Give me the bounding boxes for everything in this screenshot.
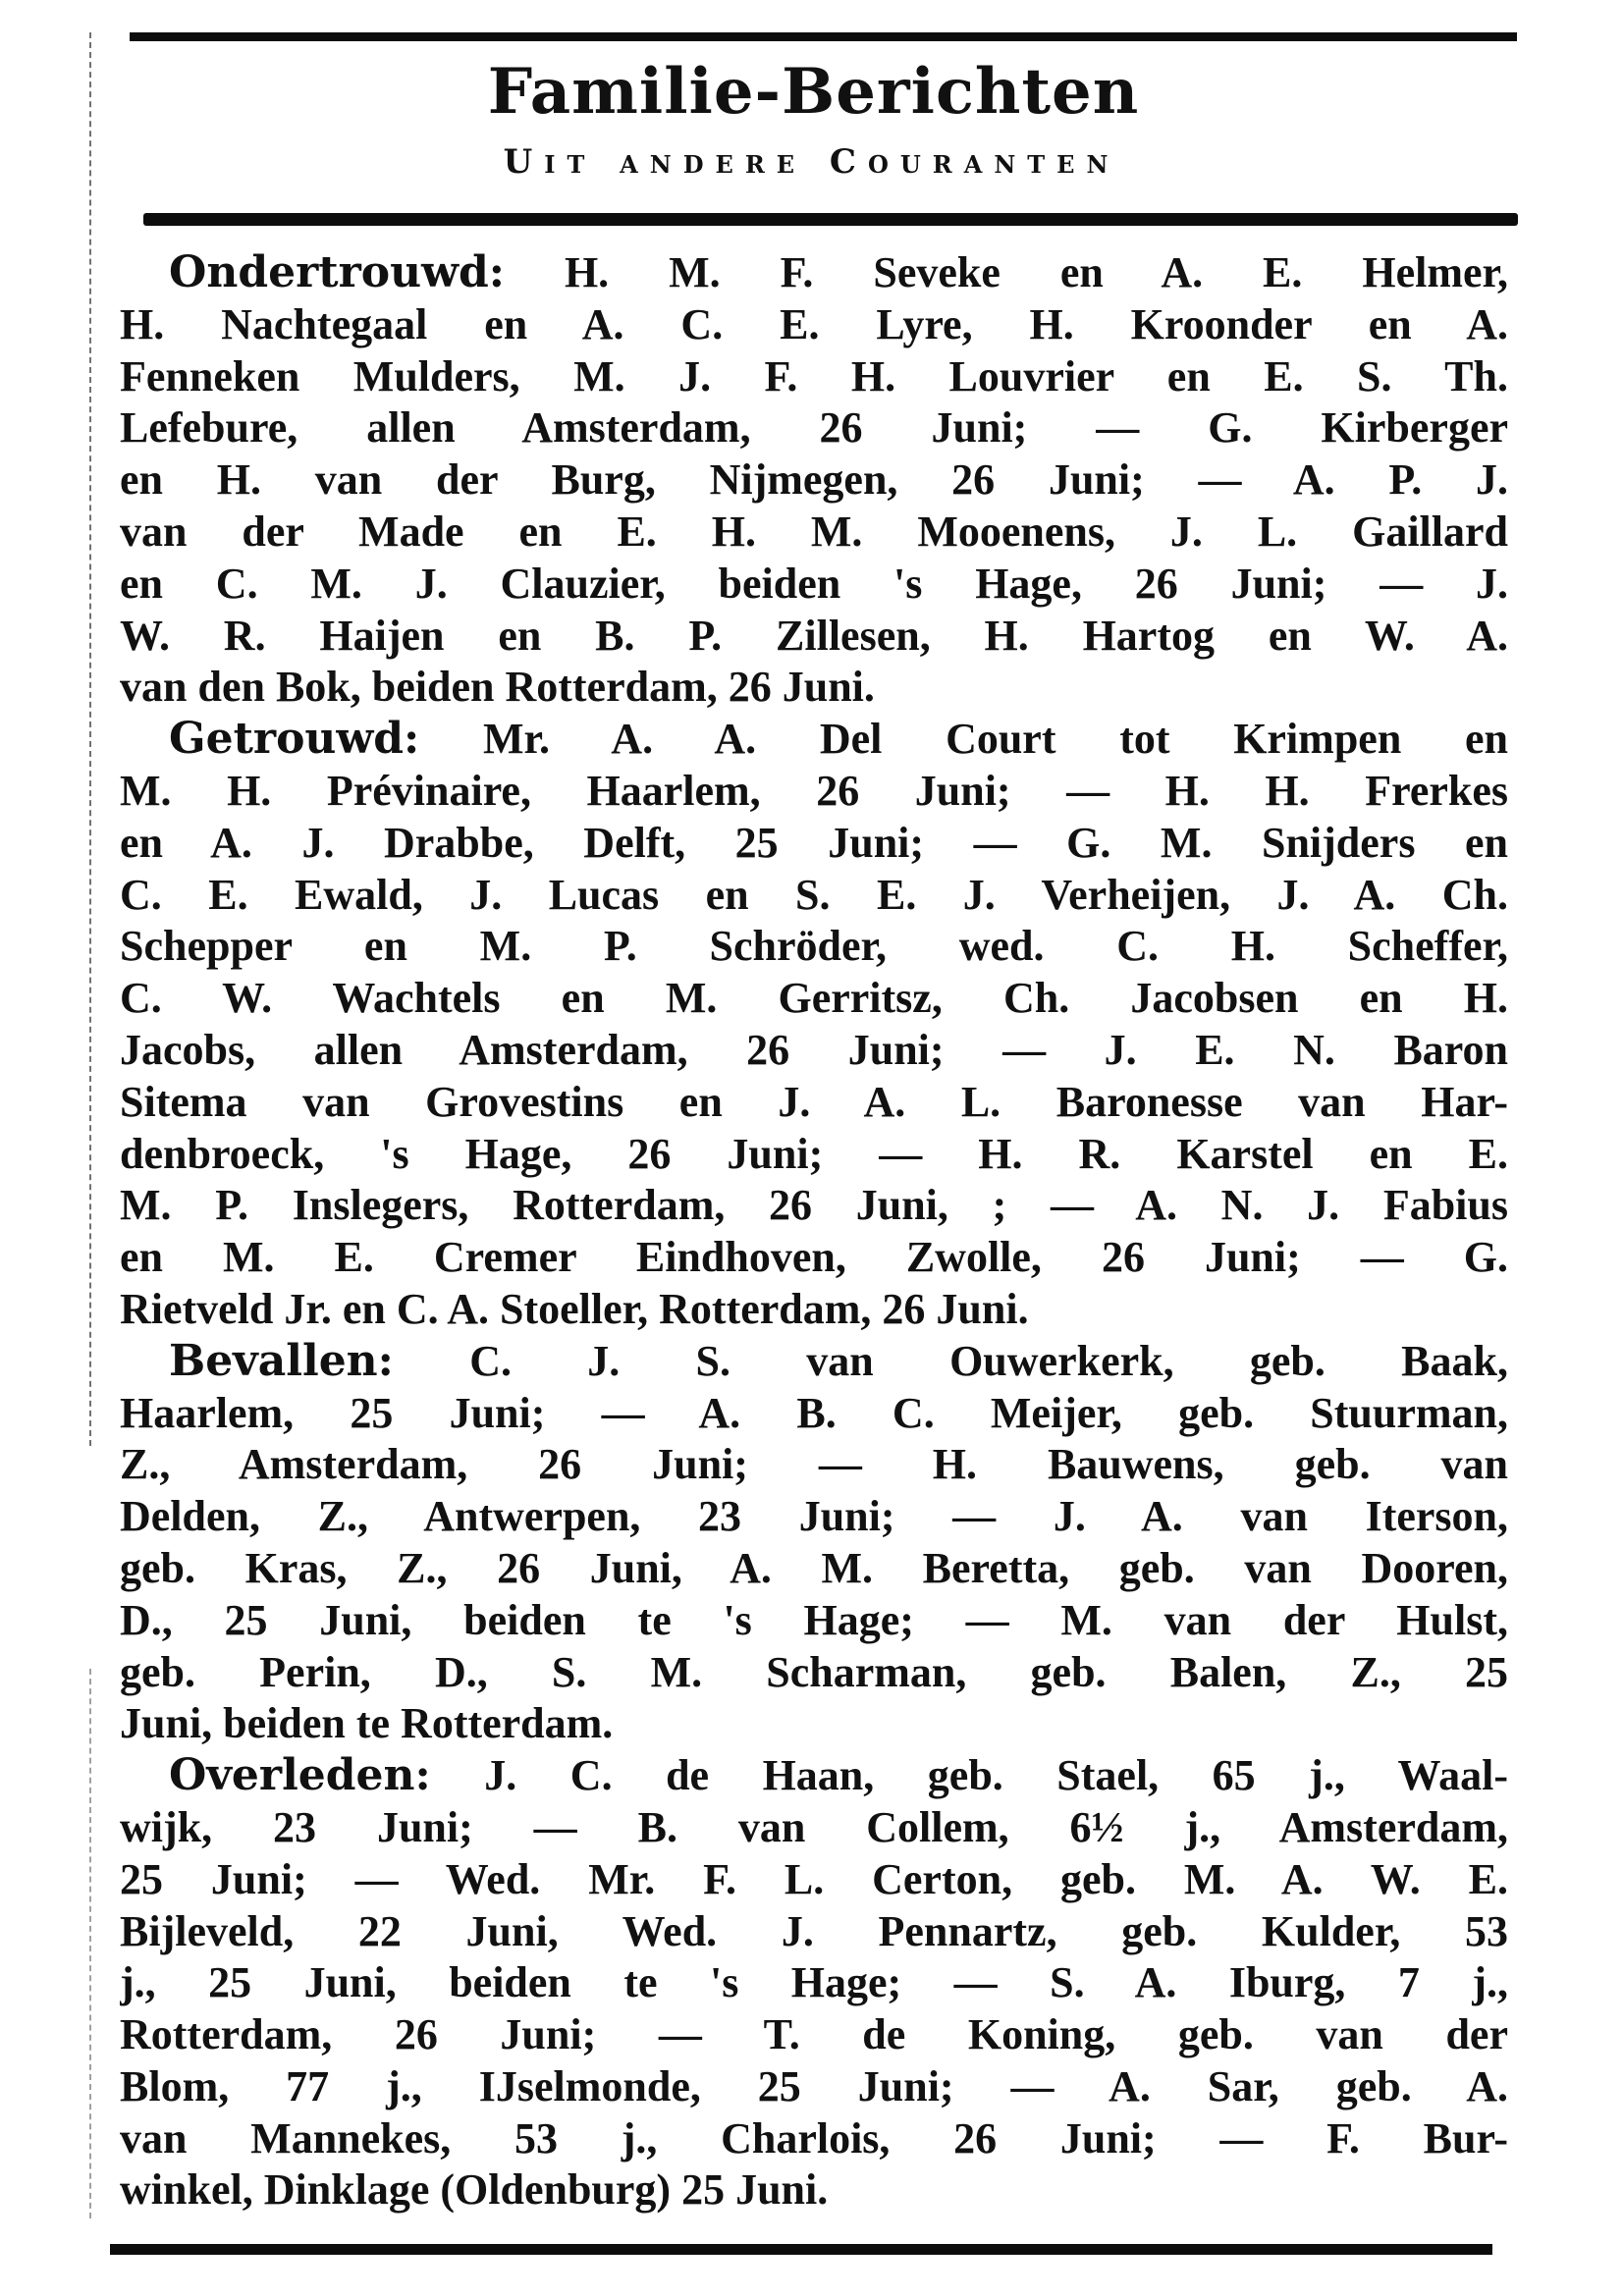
section-heading-overleden: Overleden: bbox=[169, 1750, 431, 1801]
text-line: Bijleveld, 22 Juni, Wed. J. Pennartz, geb. Kulder, 53 bbox=[120, 1906, 1508, 1955]
text-line: wijk, 23 Juni; — B. van Collem, 6½ j., Amsterdam, bbox=[120, 1802, 1508, 1851]
column-left-rule bbox=[89, 32, 91, 1446]
text-line: H. M. F. Seveke en A. E. Helmer, bbox=[505, 248, 1508, 296]
text-line: Rotterdam, 26 Juni; — T. de Koning, geb. van der bbox=[120, 2010, 1508, 2059]
section-heading-bevallen: Bevallen: bbox=[169, 1335, 394, 1386]
text-line: Haarlem, 25 Juni; — A. B. C. Meijer, geb. Stuurman, bbox=[120, 1388, 1508, 1437]
text-line: M. H. Prévinaire, Haarlem, 26 Juni; — H. H. Frerkes bbox=[120, 766, 1508, 815]
text-line: Z., Amsterdam, 26 Juni; — H. Bauwens, geb. van bbox=[120, 1440, 1508, 1489]
text-line: geb. Perin, D., S. M. Scharman, geb. Balen, Z., 25 bbox=[120, 1647, 1508, 1696]
header-divider-rule bbox=[143, 213, 1518, 226]
bottom-rule bbox=[110, 2244, 1492, 2255]
text-line: en M. E. Cremer Eindhoven, Zwolle, 26 Juni; — G. bbox=[120, 1233, 1508, 1282]
text-line: winkel, Dinklage (Oldenburg) 25 Juni. bbox=[120, 2165, 829, 2215]
section-ondertrouwd-line-0 bbox=[120, 247, 1508, 299]
section-heading-getrouwd: Getrouwd: bbox=[169, 714, 420, 765]
text-line: Blom, 77 j., IJselmonde, 25 Juni; — A. Sar, geb. A. bbox=[120, 2061, 1508, 2110]
section-heading-ondertrouwd: Ondertrouwd: bbox=[169, 247, 505, 297]
text-line: J. C. de Haan, geb. Stael, 65 j., Waal- bbox=[430, 1751, 1508, 1800]
text-line: Delden, Z., Antwerpen, 23 Juni; — J. A. van Iterson, bbox=[120, 1492, 1508, 1541]
text-line: C. J. S. van Ouwerkerk, geb. Baak, bbox=[393, 1336, 1508, 1385]
text-line: H. Nachtegaal en A. C. E. Lyre, H. Kroonder en A. bbox=[120, 299, 1508, 348]
text-line: en A. J. Drabbe, Delft, 25 Juni; — G. M. Snijders en bbox=[120, 818, 1508, 867]
text-line: denbroeck, 's Hage, 26 Juni; — H. R. Karstel en E. bbox=[120, 1129, 1508, 1178]
text-line: van Mannekes, 53 j., Charlois, 26 Juni; — F. Bur- bbox=[120, 2113, 1508, 2163]
text-line: W. R. Haijen en B. P. Zillesen, H. Hartog en W. A. bbox=[120, 611, 1508, 660]
text-line: C. W. Wachtels en M. Gerritsz, Ch. Jacobsen en H. bbox=[120, 974, 1508, 1023]
top-rule bbox=[130, 32, 1517, 41]
text-line: M. P. Inslegers, Rotterdam, 26 Juni, ; — A. N. J. Fabius bbox=[120, 1181, 1508, 1230]
text-line: Juni, beiden te Rotterdam. bbox=[120, 1699, 614, 1748]
text-line: Mr. A. A. Del Court tot Krimpen en bbox=[419, 715, 1508, 764]
text-line: Schepper en M. P. Schröder, wed. C. H. Scheffer, bbox=[120, 922, 1508, 971]
page-subtitle: Uit andere Couranten bbox=[503, 142, 1120, 182]
column-left-rule-lower bbox=[89, 1669, 91, 2218]
text-line: geb. Kras, Z., 26 Juni, A. M. Beretta, geb. van Dooren, bbox=[120, 1543, 1508, 1592]
text-line: 25 Juni; — Wed. Mr. F. L. Certon, geb. M. A. W. E. bbox=[120, 1854, 1508, 1903]
article-body bbox=[120, 247, 1508, 2216]
text-line: van der Made en E. H. M. Mooenens, J. L. Gaillard bbox=[120, 507, 1508, 556]
text-line: Jacobs, allen Amsterdam, 26 Juni; — J. E. N. Baron bbox=[120, 1025, 1508, 1074]
section-getrouwd-line-0 bbox=[120, 714, 1508, 766]
text-line: j., 25 Juni, beiden te 's Hage; — S. A. Iburg, 7 j., bbox=[120, 1958, 1508, 2007]
text-line: Rietveld Jr. en C. A. Stoeller, Rotterdam, 26 Juni. bbox=[120, 1284, 1029, 1333]
text-line: C. E. Ewald, J. Lucas en S. E. J. Verheijen, J. A. Ch. bbox=[120, 870, 1508, 919]
text-line: Fenneken Mulders, M. J. F. H. Louvrier en E. S. Th. bbox=[120, 351, 1508, 400]
text-line: en H. van der Burg, Nijmegen, 26 Juni; — A. P. J. bbox=[120, 455, 1508, 505]
text-line: Sitema van Grovestins en J. A. L. Baronesse van Har- bbox=[120, 1077, 1508, 1126]
text-line: D., 25 Juni, beiden te 's Hage; — M. van der Hulst, bbox=[120, 1595, 1508, 1644]
text-line: van den Bok, beiden Rotterdam, 26 Juni. bbox=[120, 663, 875, 712]
page-title: Familie-Berichten bbox=[487, 55, 1140, 129]
text-line: Lefebure, allen Amsterdam, 26 Juni; — G. Kirberger bbox=[120, 403, 1508, 453]
section-overleden-line-0 bbox=[120, 1750, 1508, 1802]
section-bevallen-line-0 bbox=[120, 1336, 1508, 1388]
text-line: en C. M. J. Clauzier, beiden 's Hage, 26 Juni; — J. bbox=[120, 559, 1508, 608]
